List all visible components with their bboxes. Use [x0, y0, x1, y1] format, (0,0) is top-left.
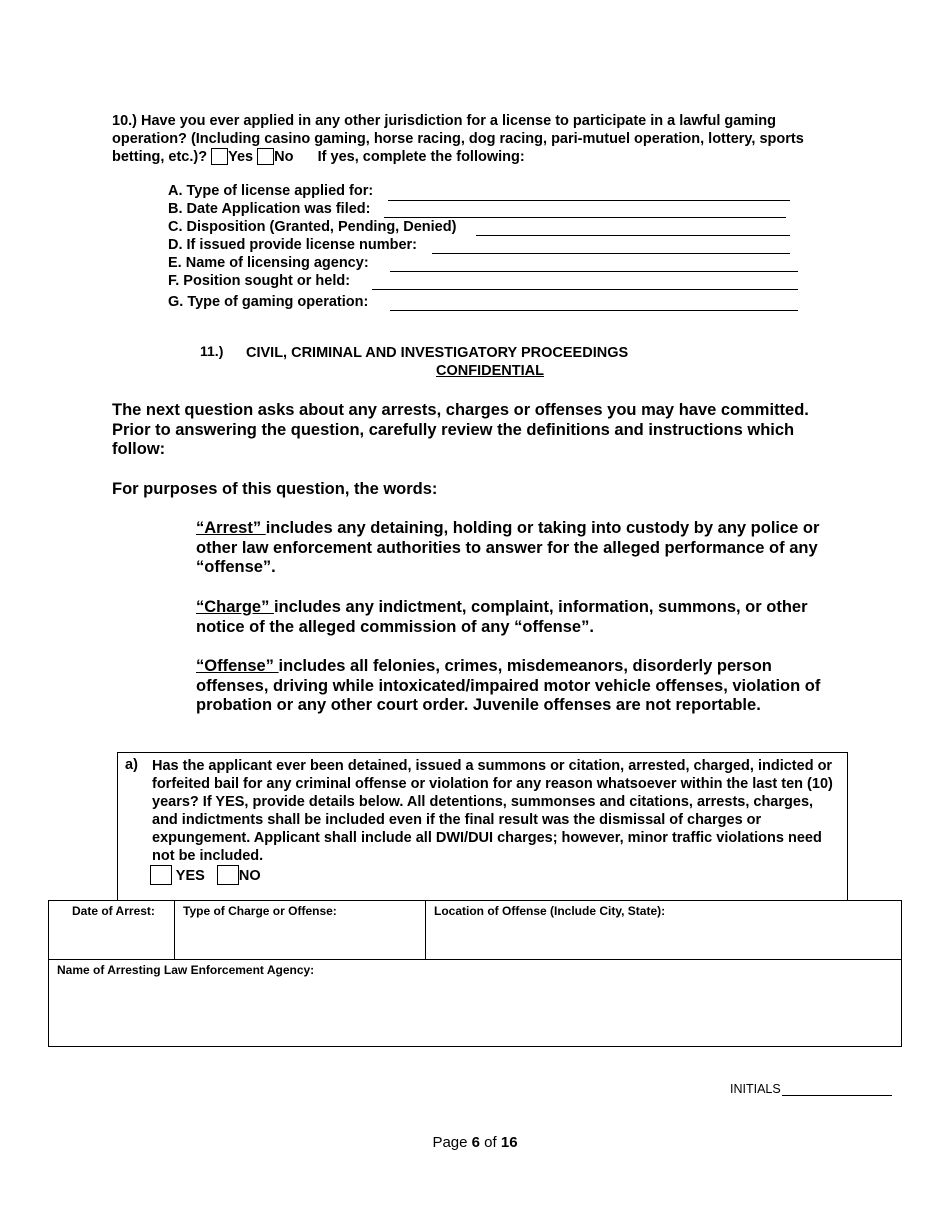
q10-item-g-field[interactable]	[390, 310, 798, 311]
definition-offense	[196, 657, 836, 716]
section-11-title: CIVIL, CRIMINAL AND INVESTIGATORY PROCEEDINGS	[246, 345, 629, 361]
q11a-yes-checkbox[interactable]	[150, 865, 172, 885]
question-11a-label: a)	[125, 757, 138, 773]
definition-offense-term: “Offense”	[196, 657, 279, 675]
agency-label: Name of Arresting Law Enforcement Agency:	[57, 963, 315, 977]
q10-yes-checkbox[interactable]	[211, 148, 228, 165]
definition-arrest-term: “Arrest”	[196, 519, 266, 537]
q11a-yes-label: YES	[175, 868, 205, 884]
definition-charge	[196, 598, 836, 637]
page-prefix: Page	[432, 1134, 468, 1151]
definition-offense-text: includes all felonies, crimes, misdemeanors, disorderly person offenses, driving while intoxicated/impaired motor vehicle offenses, violation of probation or any other court order. Juvenile offenses are not reportable.	[196, 657, 821, 714]
page-current: 6	[471, 1134, 480, 1151]
q10-no-label: No	[274, 149, 294, 165]
q10-item-e: E. Name of licensing agency:	[168, 255, 369, 271]
q10-item-f-field[interactable]	[372, 289, 798, 290]
location-label: Location of Offense (Include City, State):	[434, 904, 666, 918]
q10-item-a: A. Type of license applied for:	[168, 183, 374, 199]
q11a-no-label: NO	[238, 868, 261, 884]
section-11-intro: The next question asks about any arrests, charges or offenses you may have committed. Prior to answering the question, carefully review the definitions and instructions which follow:	[112, 401, 809, 458]
q10-item-f: F. Position sought or held:	[168, 273, 351, 289]
question-11a-text: Has the applicant ever been detained, issued a summons or citation, arrested, charged, indicted or forfeited bail for any criminal offense or violation for any reason whatsoever within the last ten (10) years? If YES, provide details below. All detentions, summonses and citations, arrests, charges, and indictments shall be included even if the final result was the dismissal of charges or expungement. Applicant shall include all DWI/DUI charges; however, minor traffic violations need not be included.	[152, 758, 833, 864]
q10-yes-label: Yes	[228, 149, 254, 165]
agency-cell[interactable]	[49, 960, 902, 1047]
initials-label: INITIALS	[730, 1082, 781, 1096]
definition-arrest	[196, 519, 836, 578]
q10-item-b-field[interactable]	[384, 217, 786, 218]
q10-item-e-field[interactable]	[390, 271, 798, 272]
q10-item-d: D. If issued provide license number:	[168, 237, 417, 253]
q10-item-c-field[interactable]	[476, 235, 790, 236]
question-11a-answer	[150, 865, 261, 885]
question-10-text: 10.) Have you ever applied in any other jurisdiction for a license to participate in a lawful gaming operation? (Including casino gaming, horse racing, dog racing, pari-mutuel operation, lottery, sports betting, etc.)?	[112, 113, 804, 165]
confidential-heading: CONFIDENTIAL	[436, 363, 544, 379]
q10-followup: If yes, complete the following:	[317, 149, 525, 165]
definition-charge-term: “Charge”	[196, 598, 274, 616]
question-10	[112, 112, 832, 166]
page-number	[0, 1134, 950, 1151]
q10-item-c: C. Disposition (Granted, Pending, Denied)	[168, 219, 457, 235]
charge-type-cell[interactable]	[175, 901, 426, 960]
q10-item-b: B. Date Application was filed:	[168, 201, 371, 217]
section-11-number: 11.)	[200, 343, 224, 359]
initials-field	[730, 1082, 781, 1096]
section-11-purposes: For purposes of this question, the words:	[112, 480, 438, 498]
charge-type-label: Type of Charge or Offense:	[183, 904, 337, 918]
date-of-arrest-cell[interactable]	[49, 901, 175, 960]
q10-item-d-field[interactable]	[432, 253, 790, 254]
location-cell[interactable]	[426, 901, 902, 960]
q10-item-g: G. Type of gaming operation:	[168, 294, 369, 310]
q10-no-checkbox[interactable]	[257, 148, 274, 165]
q11a-no-checkbox[interactable]	[217, 865, 239, 885]
initials-line[interactable]	[782, 1095, 892, 1096]
page-of: of	[484, 1134, 497, 1151]
q10-item-a-field[interactable]	[388, 200, 790, 201]
page-total: 16	[500, 1134, 518, 1151]
date-of-arrest-label: Date of Arrest:	[72, 904, 155, 918]
definition-arrest-text: includes any detaining, holding or taking into custody by any police or other law enforcement authorities to answer for the alleged performance of any “offense”.	[196, 519, 820, 576]
arrest-details-table	[48, 900, 902, 1047]
definition-charge-text: includes any indictment, complaint, information, summons, or other notice of the alleged commission of any “offense”.	[196, 598, 808, 636]
